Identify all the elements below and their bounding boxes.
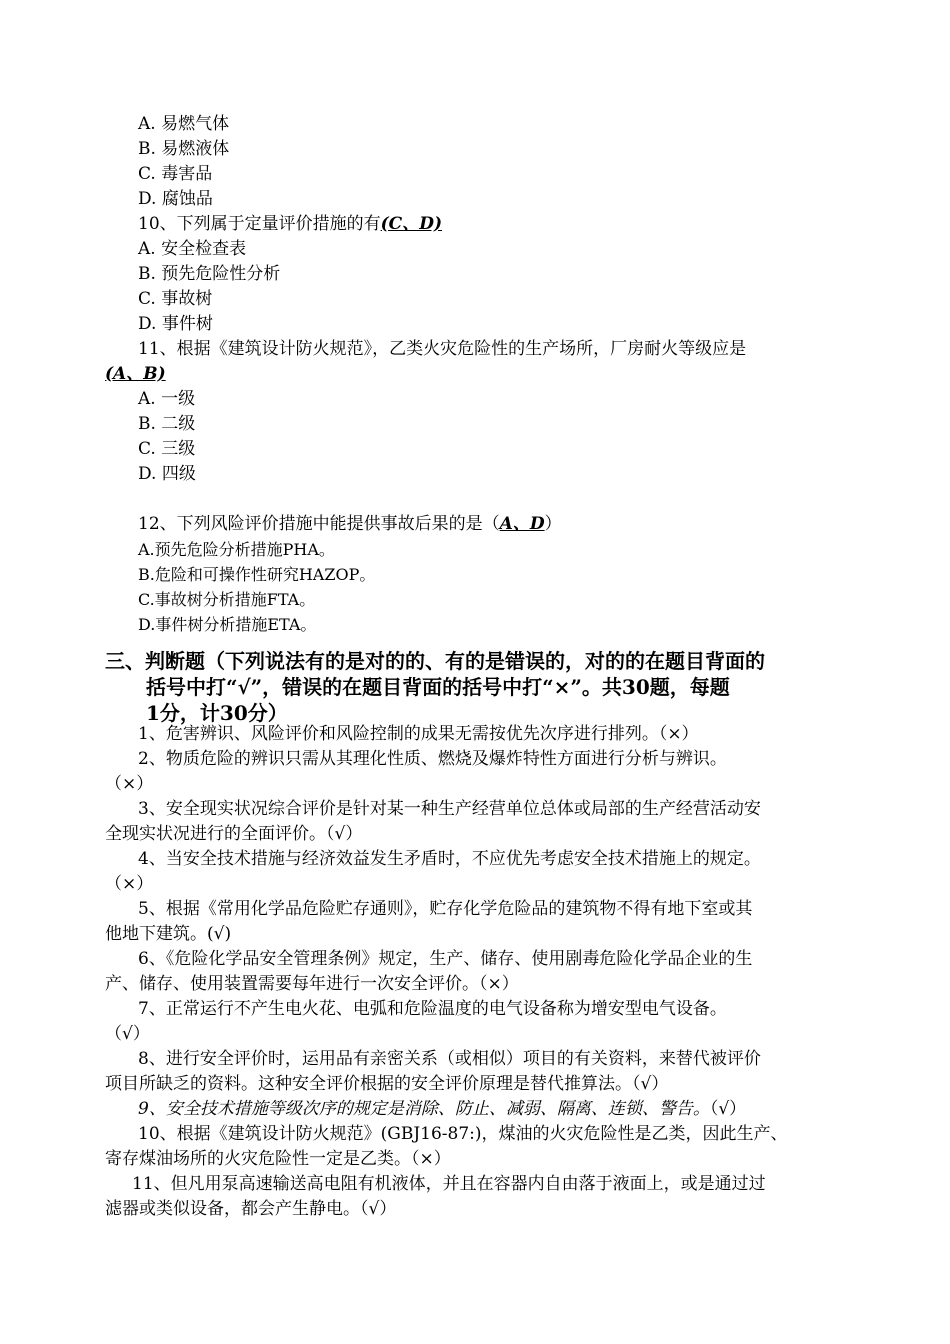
q11-answer: (A、B) [105, 364, 166, 384]
tf-item-9 [138, 1097, 746, 1122]
tf-item-4-cont: （×） [105, 874, 154, 894]
q10-answer: (C、D) [380, 214, 442, 234]
tf-item-8: 8、进行安全评价时，运用品有亲密关系（或相似）项目的有关资料，来替代被评价 [138, 1049, 761, 1069]
q9-option-b: B. 易燃液体 [138, 139, 230, 159]
q9-option-c: C. 毒害品 [138, 164, 213, 184]
section3-heading-line2: 括号中打“√”，错误的在题目背面的括号中打“×”。共30题，每题 [146, 675, 730, 699]
tf-item-9-mark: （√） [709, 1099, 747, 1119]
q11-option-c: C. 三级 [138, 439, 196, 459]
tf-item-2: 2、物质危险的辨识只需从其理化性质、燃烧及爆炸特性方面进行分析与辨识。 [138, 749, 727, 769]
tf-item-8-cont: 项目所缺乏的资料。这种安全评价根据的安全评价原理是替代推算法。（√） [105, 1074, 669, 1094]
q11-option-d: D. 四级 [138, 464, 196, 484]
tf-item-11-cont: 滤器或类似设备，都会产生静电。（√） [105, 1199, 397, 1219]
tf-item-10-cont: 寄存煤油场所的火灾危险性一定是乙类。（×） [105, 1149, 451, 1169]
q12-option-a: A.预先危险分析措施PHA。 [138, 540, 335, 559]
q10-option-d: D. 事件树 [138, 314, 213, 334]
q9-option-a: A. 易燃气体 [138, 114, 230, 134]
tf-item-6: 6、《危险化学品安全管理条例》规定，生产、储存、使用剧毒危险化学品企业的生 [138, 949, 753, 969]
q10-option-a: A. 安全检查表 [138, 239, 247, 259]
section3-heading-line1: 三、判断题（下列说法有的是对的的、有的是错误的，对的的在题目背面的 [105, 649, 765, 673]
q12-text: 12、下列风险评价措施中能提供事故后果的是（ [138, 514, 500, 534]
q11-answer-line [105, 362, 166, 387]
tf-item-4: 4、当安全技术措施与经济效益发生矛盾时，不应优先考虑安全技术措施上的规定。 [138, 849, 761, 869]
q10-option-c: C. 事故树 [138, 289, 213, 309]
q12-answer: A、D [499, 514, 545, 534]
section3-heading-line3: 1分，计30分） [146, 701, 288, 725]
tf-item-7: 7、正常运行不产生电火花、电弧和危险温度的电气设备称为增安型电气设备。 [138, 999, 727, 1019]
tf-item-6-cont: 产、储存、使用装置需要每年进行一次安全评价。（×） [105, 974, 519, 994]
tf-item-5: 5、根据《常用化学品危险贮存通则》，贮存化学危险品的建筑物不得有地下室或其 [138, 899, 753, 919]
q10-question [138, 212, 442, 237]
q12-close: ） [544, 514, 562, 534]
tf-item-11: 11、但凡用泵高速输送高电阻有机液体，并且在容器内自由落于液面上，或是通过过 [132, 1174, 766, 1194]
q11-text: 11、根据《建筑设计防火规范》，乙类火灾危险性的生产场所，厂房耐火等级应是 [138, 339, 747, 359]
q11-option-b: B. 二级 [138, 414, 196, 434]
q12-option-b: B.危险和可操作性研究HAZOP。 [138, 565, 376, 584]
q11-option-a: A. 一级 [138, 389, 196, 409]
tf-item-1: 1、危害辨识、风险评价和风险控制的成果无需按优先次序进行排列。（×） [138, 724, 699, 744]
q12-question [138, 512, 562, 537]
tf-item-2-cont: （×） [105, 774, 154, 794]
q9-option-d: D. 腐蚀品 [138, 189, 213, 209]
tf-item-3-cont: 全现实状况进行的全面评价。（√） [105, 824, 363, 844]
q10-text: 10、下列属于定量评价措施的有 [138, 214, 381, 234]
tf-item-3: 3、安全现实状况综合评价是针对某一种生产经营单位总体或局部的生产经营活动安 [138, 799, 761, 819]
tf-item-9-text: 9、安全技术措施等级次序的规定是消除、防止、减弱、隔离、连锁、警告。 [138, 1099, 710, 1119]
tf-item-7-cont: （√） [105, 1024, 150, 1044]
q12-option-c: C.事故树分析措施FTA。 [138, 590, 316, 609]
q10-option-b: B. 预先危险性分析 [138, 264, 281, 284]
tf-item-5-cont: 他地下建筑。(√) [105, 924, 232, 944]
tf-item-10: 10、根据《建筑设计防火规范》(GBJ16-87:)，煤油的火灾危险性是乙类，因此生产、 [138, 1124, 788, 1144]
q12-option-d: D.事件树分析措施ETA。 [138, 615, 317, 634]
